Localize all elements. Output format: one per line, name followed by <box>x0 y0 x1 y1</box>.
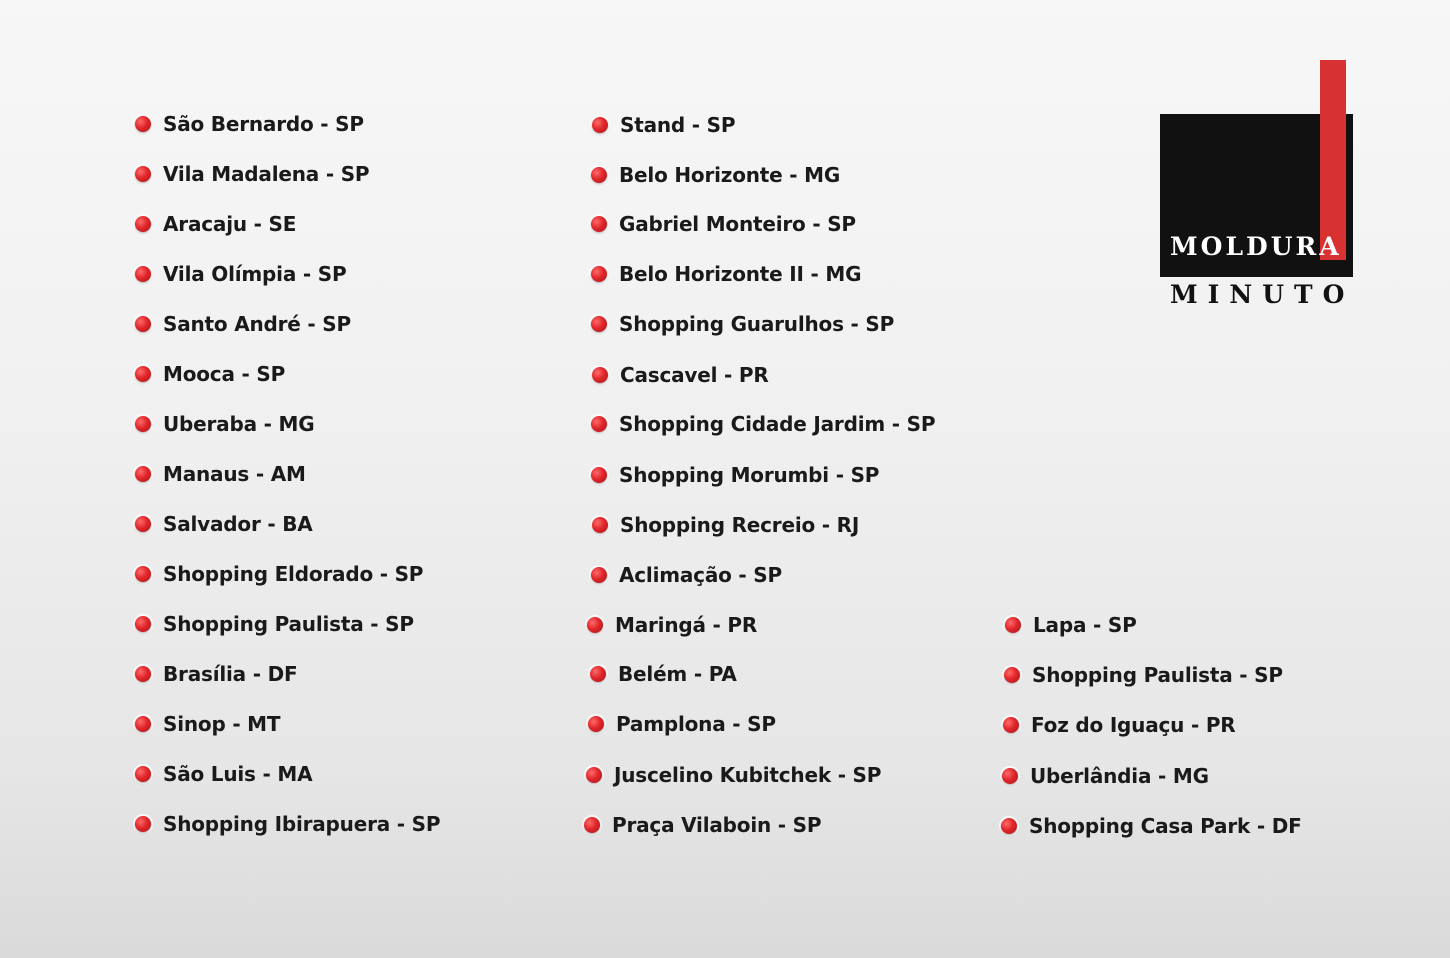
location-label: Santo André - SP <box>163 312 351 336</box>
location-label: Shopping Paulista - SP <box>1032 663 1283 687</box>
location-label: Cascavel - PR <box>620 363 769 387</box>
logo-word-minuto: MINUTO <box>1170 280 1355 309</box>
list-item <box>135 107 364 141</box>
bullet-icon <box>135 166 151 182</box>
location-label: Juscelino Kubitchek - SP <box>614 763 882 787</box>
bullet-icon <box>135 466 151 482</box>
list-item <box>135 157 369 191</box>
bullet-icon <box>592 367 608 383</box>
list-item <box>591 458 879 492</box>
location-label: São Luis - MA <box>163 762 313 786</box>
list-item <box>135 407 314 441</box>
logo-word-moldura: MOLDURA <box>1170 232 1342 261</box>
location-label: Uberlândia - MG <box>1030 764 1209 788</box>
list-item <box>135 457 306 491</box>
bullet-icon <box>591 216 607 232</box>
bullet-icon <box>590 666 606 682</box>
location-label: Shopping Recreio - RJ <box>620 513 860 537</box>
location-label: Aclimação - SP <box>619 563 782 587</box>
location-label: Gabriel Monteiro - SP <box>619 212 856 236</box>
list-item <box>1002 759 1209 793</box>
bullet-icon <box>135 716 151 732</box>
list-item <box>591 558 782 592</box>
location-label: São Bernardo - SP <box>163 112 364 136</box>
list-item <box>135 207 296 241</box>
bullet-icon <box>587 617 603 633</box>
bullet-icon <box>591 316 607 332</box>
list-item <box>586 758 881 792</box>
list-item <box>1005 608 1137 642</box>
location-label: Shopping Paulista - SP <box>163 612 414 636</box>
bullet-icon <box>584 817 600 833</box>
list-item <box>592 358 769 392</box>
location-label: Uberaba - MG <box>163 412 315 436</box>
location-label: Vila Olímpia - SP <box>163 262 347 286</box>
bullet-icon <box>135 216 151 232</box>
list-item <box>135 657 297 691</box>
list-item <box>591 207 856 241</box>
bullet-icon <box>588 716 604 732</box>
location-label: Shopping Cidade Jardim - SP <box>619 412 936 436</box>
list-item <box>587 608 757 642</box>
bullet-icon <box>586 767 602 783</box>
bullet-icon <box>135 366 151 382</box>
location-label: Lapa - SP <box>1033 613 1137 637</box>
bullet-icon <box>135 816 151 832</box>
bullet-icon <box>1005 617 1021 633</box>
location-label: Shopping Eldorado - SP <box>163 562 424 586</box>
location-label: Pamplona - SP <box>616 712 776 736</box>
location-label: Brasília - DF <box>163 662 298 686</box>
moldura-minuto-logo <box>1160 60 1360 310</box>
list-item <box>591 257 861 291</box>
location-label: Belém - PA <box>618 662 737 686</box>
location-label: Shopping Morumbi - SP <box>619 463 880 487</box>
bullet-icon <box>591 266 607 282</box>
bullet-icon <box>592 517 608 533</box>
bullet-icon <box>135 416 151 432</box>
bullet-icon <box>591 167 607 183</box>
logo-red-bar <box>1320 60 1346 260</box>
bullet-icon <box>591 567 607 583</box>
bullet-icon <box>1001 818 1017 834</box>
list-item <box>135 257 346 291</box>
bullet-icon <box>135 666 151 682</box>
bullet-icon <box>135 116 151 132</box>
location-label: Mooca - SP <box>163 362 286 386</box>
location-label: Stand - SP <box>620 113 736 137</box>
location-label: Vila Madalena - SP <box>163 162 370 186</box>
list-item <box>591 407 935 441</box>
list-item <box>1004 658 1283 692</box>
location-label: Sinop - MT <box>163 712 281 736</box>
list-item <box>592 108 735 142</box>
list-item <box>592 508 859 542</box>
location-label: Salvador - BA <box>163 512 313 536</box>
bullet-icon <box>592 117 608 133</box>
list-item <box>584 808 821 842</box>
location-label: Shopping Guarulhos - SP <box>619 312 895 336</box>
list-item <box>135 557 423 591</box>
location-label: Maringá - PR <box>615 613 758 637</box>
bullet-icon <box>135 516 151 532</box>
list-item <box>590 657 737 691</box>
bullet-icon <box>135 316 151 332</box>
list-item <box>135 807 440 841</box>
list-item <box>588 707 776 741</box>
list-item <box>135 357 285 391</box>
location-label: Belo Horizonte - MG <box>619 163 841 187</box>
location-label: Manaus - AM <box>163 462 306 486</box>
location-label: Praça Vilaboin - SP <box>612 813 822 837</box>
location-label: Foz do Iguaçu - PR <box>1031 713 1236 737</box>
list-item <box>591 307 894 341</box>
bullet-icon <box>591 467 607 483</box>
bullet-icon <box>135 766 151 782</box>
list-item <box>135 307 351 341</box>
bullet-icon <box>1004 667 1020 683</box>
list-item <box>135 607 414 641</box>
bullet-icon <box>1002 768 1018 784</box>
location-label: Shopping Casa Park - DF <box>1029 814 1302 838</box>
location-label: Shopping Ibirapuera - SP <box>163 812 441 836</box>
list-item <box>135 757 312 791</box>
list-item <box>591 158 840 192</box>
list-item <box>1003 708 1236 742</box>
bullet-icon <box>591 416 607 432</box>
bullet-icon <box>135 616 151 632</box>
location-label: Belo Horizonte II - MG <box>619 262 862 286</box>
list-item <box>135 507 313 541</box>
bullet-icon <box>1003 717 1019 733</box>
location-label: Aracaju - SE <box>163 212 297 236</box>
list-item <box>1001 809 1302 843</box>
bullet-icon <box>135 266 151 282</box>
bullet-icon <box>135 566 151 582</box>
list-item <box>135 707 280 741</box>
